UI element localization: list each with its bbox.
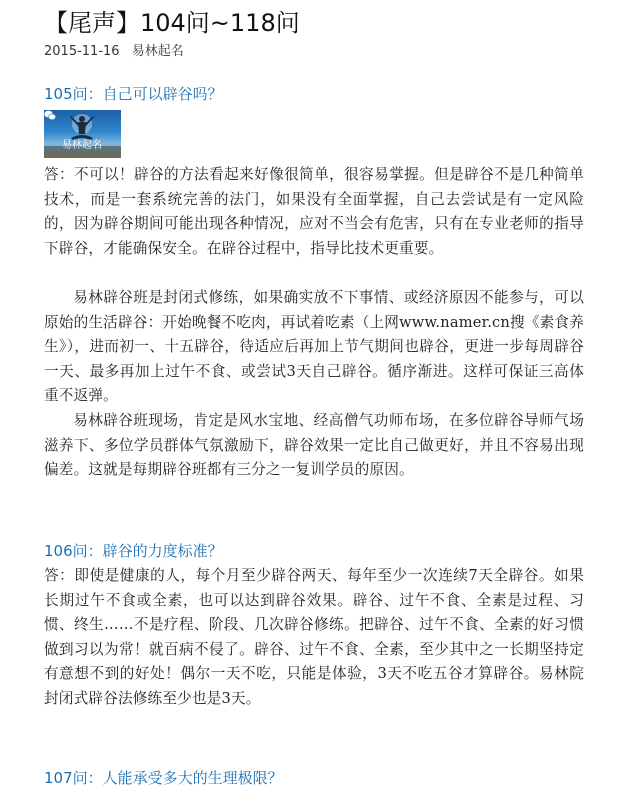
question-heading-105: 105问：自己可以辟谷吗？	[44, 85, 223, 103]
question-heading-107: 107问：人能承受多大的生理极限？	[44, 769, 283, 787]
article-image	[44, 110, 121, 158]
question-heading-106: 106问：辟谷的力度标准？	[44, 542, 223, 560]
answer-106-paragraph-1: 答：即使是健康的人，每个月至少辟谷两天、每年至少一次连续7天全辟谷。如果长期过午不食或全素，也可以达到辟谷效果。辟谷、过午不食、全素是过程、习惯、终生……不是疗程、阶段、几次辟谷修练。把辟谷、过午不食、全素的好习惯做到习以为常！就百病不侵了。辟谷、过午不食、全素，至少其中之一长期坚持定有意想不到的好处！偶尔一天不吃，只能是体验，3天不吃五谷才算辟谷。易林院封闭式辟谷法修练至少也是3天。	[44, 567, 584, 707]
image-watermark-label: 易林起名	[62, 140, 102, 151]
answer-105-paragraph-3: 易林辟谷班现场，肯定是风水宝地、经高僧气功师布场，在多位辟谷导师气场滋养下、多位学员群体气氛激励下，辟谷效果一定比自己做更好，并且不容易出现偏差。这就是每期辟谷班都有三分之一复训学员的原因。	[44, 412, 584, 479]
article-date: 2015-11-16	[44, 44, 120, 59]
answer-105-paragraph-1: 答：不可以！辟谷的方法看起来好像很简单，很容易掌握。但是辟谷不是几种简单技术，而是一套系统完善的法门，如果没有全面掌握，自己去尝试是有一定风险的，因为辟谷期间可能出现各种情况，应对不当会有危害，只有在专业老师的指导下辟谷，才能确保安全。在辟谷过程中，指导比技术更重要。	[44, 166, 584, 257]
article-title: 【尾声】104问~118问	[44, 9, 300, 37]
article-meta	[44, 43, 184, 61]
article-author-link[interactable]: 易林起名	[131, 44, 184, 59]
wechat-icon	[44, 110, 56, 121]
answer-105-paragraph-2: 易林辟谷班是封闭式修练，如果确实放不下事情、或经济原因不能参与，可以原始的生活辟谷：开始晚餐不吃肉，再试着吃素（上网www.namer.cn搜《素食养生》），进而初一、十五辟谷，待适应后再加上节气期间也辟谷，更进一步每周辟谷一天、最多再加上过午不食、或尝试3天自己辟谷。循序渐进。这样可保证三高体重不返弹。	[44, 289, 584, 405]
